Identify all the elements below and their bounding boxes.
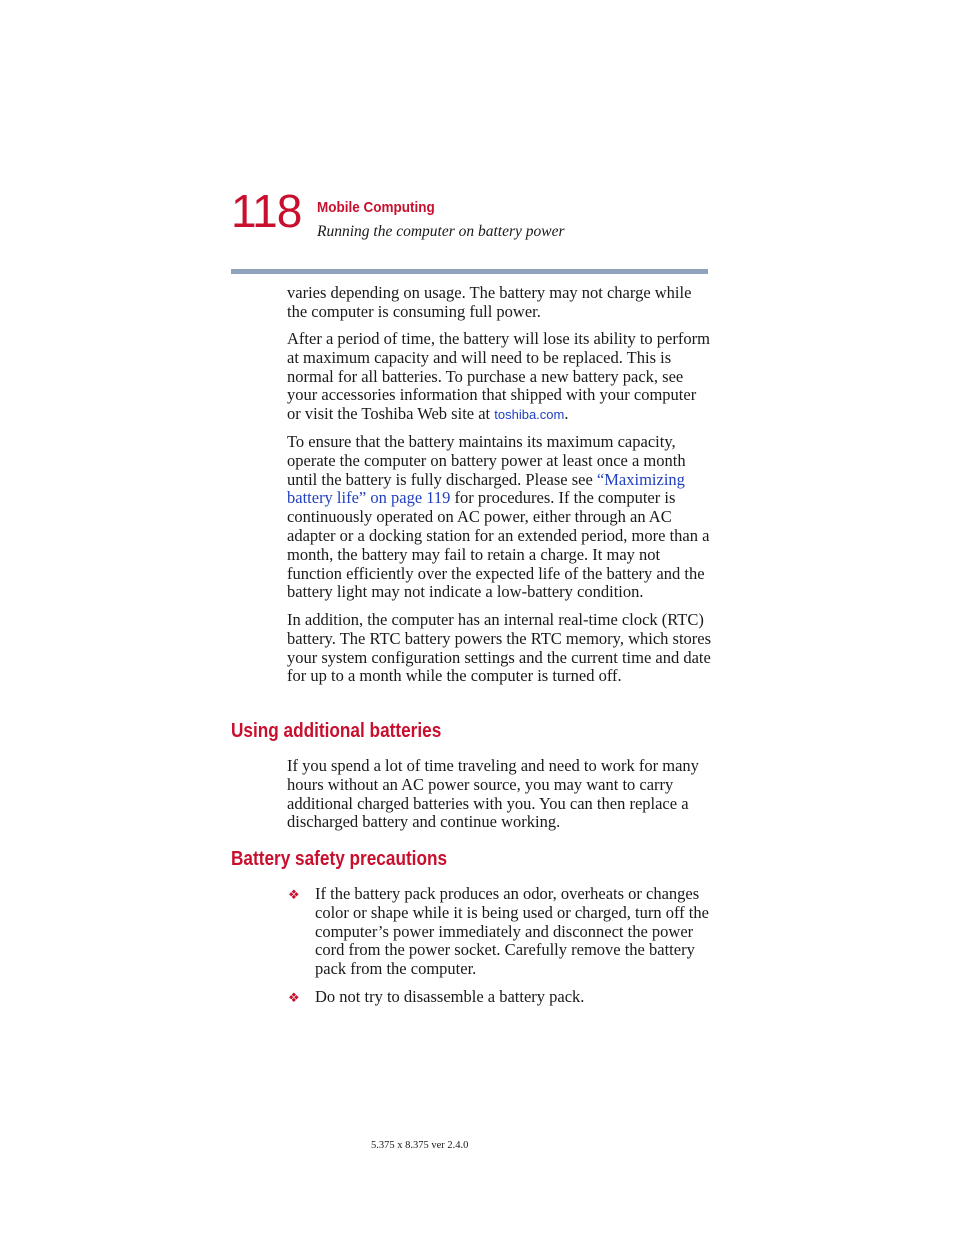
paragraph-text: for procedures. If the computer is continuously operated on AC power, either through an AC adapter or a docking station for an extended period, more than a month, the battery may fail to retain a charge. It may not function efficiently over the expected life of the battery and the battery light may not indicate a low-battery condition. (287, 488, 710, 602)
safety-list-item: If the battery pack produces an odor, overheats or changes color or shape while it is being used or charged, turn off the computer’s power immediately and disconnect the power cord from the power socket. Carefully remove the battery pack from the computer. (315, 884, 709, 979)
heading-additional-batteries: Using additional batteries (231, 720, 442, 742)
paragraph-battery-replacement (287, 330, 712, 425)
paragraph-text: After a period of time, the battery will lose its ability to perform at maximum capacity and will need to be replaced. This is normal for all batteries. To purchase a new battery pack, see your accessories information that shipped with your computer or visit the Toshiba Web site at (287, 329, 710, 424)
toshiba-link[interactable]: toshiba.com (494, 407, 565, 423)
chapter-title: Mobile Computing (317, 199, 435, 216)
paragraph-rtc-battery: In addition, the computer has an internal real-time clock (RTC) battery. The RTC battery powers the RTC memory, which stores your system configuration settings and the current time and date for up to a month while the computer is turned off. (287, 610, 712, 686)
safety-list-item: Do not try to disassemble a battery pack. (315, 987, 585, 1006)
heading-battery-safety: Battery safety precautions (231, 848, 448, 870)
bullet-icon: ❖ (288, 887, 300, 902)
bullet-icon: ❖ (288, 990, 300, 1005)
footer-version: 5.375 x 8.375 ver 2.4.0 (371, 1140, 469, 1151)
section-subtitle: Running the computer on battery power (317, 223, 565, 240)
paragraph-text-end: . (564, 404, 569, 424)
maximizing-battery-life-link[interactable]: “Maximizing battery life” on page 119 (287, 469, 685, 508)
paragraph-maximum-capacity (287, 433, 712, 602)
page-number: 118 (231, 185, 302, 237)
header-divider (231, 269, 708, 274)
paragraph-additional-batteries: If you spend a lot of time traveling and need to work for many hours without an AC power source, you may want to carry additional charged batteries with you. You can then replace a discharged battery and continue working. (287, 756, 699, 832)
paragraph-text: To ensure that the battery maintains its maximum capacity, operate the computer on battery power at least once a month until the battery is fully discharged. Please see (287, 432, 686, 489)
paragraph-charging-note: varies depending on usage. The battery may not charge while the computer is consuming full power. (287, 283, 692, 321)
